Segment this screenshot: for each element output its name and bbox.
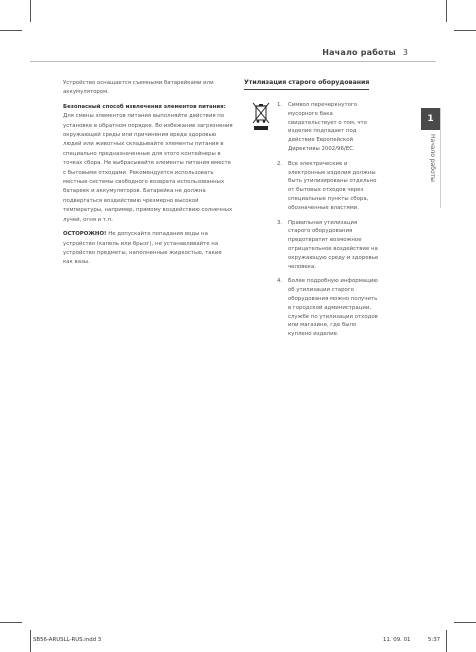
caution-paragraph: [63, 230, 233, 268]
side-rule: [440, 108, 441, 208]
list-item-number: 3.: [277, 219, 283, 226]
caution-text: Не допускайте попадания воды на устройство (капель или брызг), не устанавливайте на устройство предметы, наполненные жидкостью, такие как вазы.: [63, 231, 222, 266]
chapter-label-text: Начало работы: [429, 134, 436, 182]
footer-time: 5:37: [428, 637, 441, 643]
list-item-number: 2.: [277, 160, 283, 167]
safety-paragraph: [63, 103, 233, 225]
footer-date: 11. 09. 01: [383, 637, 411, 643]
crop-mark-top-right-v: [446, 0, 447, 22]
caution-heading: ОСТОРОЖНО!: [63, 231, 107, 238]
crop-mark-bottom-right: [454, 622, 476, 623]
list-item-text: Правильная утилизация старого оборудования предотвратит возможное отрицательное воздействие на окружающую среду и здоровье человека.: [288, 219, 379, 270]
header-rule: [30, 61, 436, 62]
list-item-text: Более подробную информацию об утилизации старого оборудования можно получить в городской администрации, службе по утилизации отходов или магазине, где было куплено изделие.: [288, 278, 378, 338]
crop-mark-bottom-left: [0, 622, 22, 623]
crop-mark-bottom-right-v: [446, 630, 447, 652]
safety-text: Для смены элементов питания выполняйте действия по установке в обратном порядке. Во избежание загрязнения окружающей среды или причинения вреда здоровью людей или животных складывайте элементы питания в специально предназначенные для этого контейнеры в точках сбора. Не выбрасывайте элементы питания вместе с бытовыми отходами. Рекомендуется использовать местные системы свободного возврата использованных батареек и аккумуляторов. Батарейка не должна подвергаться воздействию чрезмерно высокой температуры, например, прямому воздействию солнечных лучей, огня и т.п.: [63, 113, 233, 223]
list-item: [277, 160, 381, 213]
left-column: [63, 79, 233, 273]
crop-mark-bottom-left-v: [30, 630, 31, 652]
list-item-text: Все электрические и электронные изделия должны быть утилизированы отдельно от бытовых отходов через специальные пункты сбора, обозначенные властями.: [288, 160, 377, 211]
crossed-out-wheelie-bin-icon: [252, 102, 270, 132]
footer-file: SB56-ARUSLL-RUS.indd 3: [33, 637, 102, 643]
section-title: Утилизация старого оборудования: [244, 79, 369, 90]
crop-mark-top-left-v: [30, 0, 31, 22]
list-item: [277, 101, 381, 154]
list-item: [277, 219, 381, 272]
running-header-title: Начало работы: [322, 48, 396, 57]
list-item-number: 4.: [277, 278, 283, 285]
safety-heading: Безопасный способ извлечения элементов питания:: [63, 103, 226, 110]
crop-mark-top-right: [454, 30, 476, 31]
right-column: [244, 79, 376, 90]
intro-paragraph: Устройство оснащается съемными батарейками или аккумулятором.: [63, 80, 214, 96]
chapter-tab: 1: [421, 108, 440, 130]
list-item: [277, 277, 381, 339]
page-number: 3: [402, 48, 408, 57]
chapter-label: [424, 134, 438, 220]
crop-mark-top-left: [0, 30, 22, 31]
list-item-text: Символ перечеркнутого мусорного бака свидетельствует о том, что изделие подпадает под действие Европейской Директивы 2002/96/EC.: [288, 102, 367, 152]
disposal-list: [277, 101, 381, 345]
list-item-number: 1.: [277, 102, 283, 108]
